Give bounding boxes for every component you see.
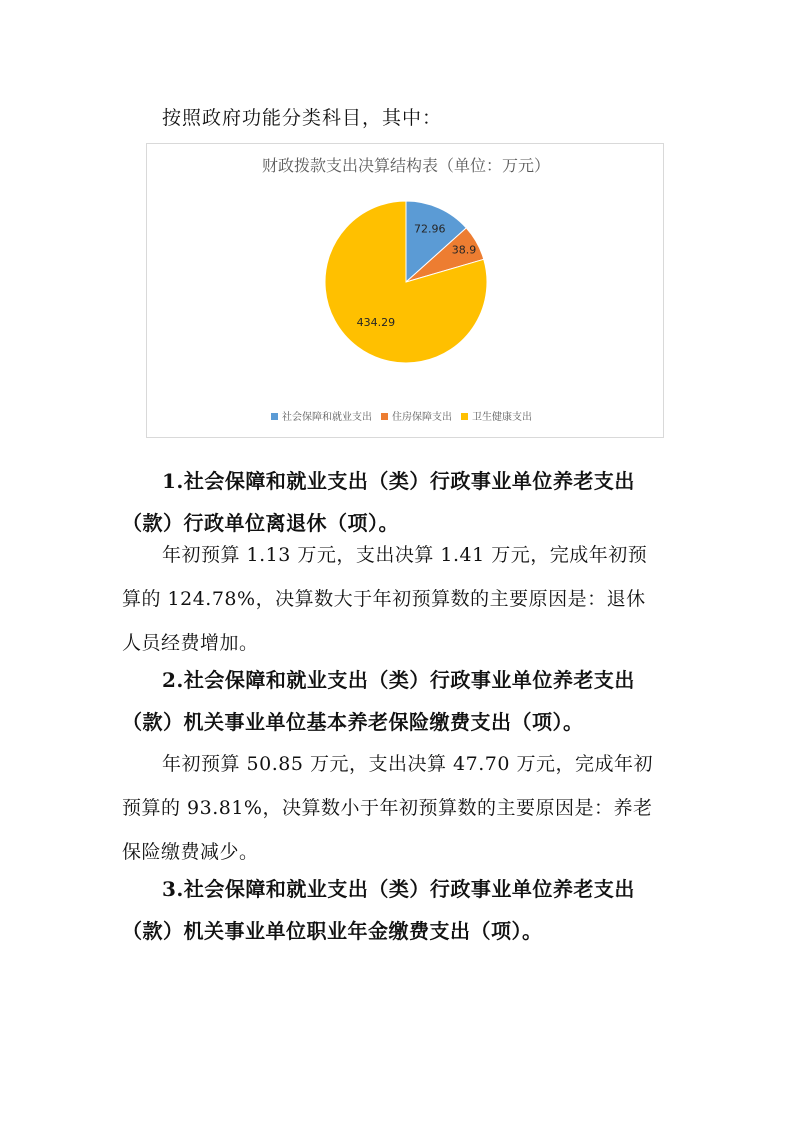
section-3-heading bbox=[122, 868, 682, 952]
pie-chart bbox=[146, 143, 664, 438]
legend-label-2: 住房保障支出 bbox=[392, 412, 452, 423]
legend-swatch-2 bbox=[381, 413, 388, 420]
section-3-heading-line-1: 3.社会保障和就业支出（类）行政事业单位养老支出 bbox=[162, 877, 635, 901]
pie-chart-svg bbox=[147, 144, 665, 439]
legend-swatch-3 bbox=[461, 413, 468, 420]
legend-label-3: 卫生健康支出 bbox=[472, 412, 532, 423]
chart-title: 财政拨款支出决算结构表（单位：万元） bbox=[261, 156, 551, 175]
section-3-heading-line-2: （款）机关事业单位职业年金缴费支出（项）。 bbox=[122, 919, 543, 943]
section-2-para-line-1: 年初预算 50.85 万元，支出决算 47.70 万元，完成年初 bbox=[162, 753, 653, 775]
section-1-heading-line-2: （款）行政单位离退休（项）。 bbox=[122, 511, 399, 535]
intro-text: 按照政府功能分类科目，其中： bbox=[162, 107, 443, 129]
pie-data-label-2: 38.9 bbox=[451, 243, 477, 257]
chart-legend bbox=[271, 410, 532, 423]
legend-swatch-1 bbox=[271, 413, 278, 420]
section-2-para-line-3: 保险缴费减少。 bbox=[122, 841, 259, 863]
pie-slices bbox=[325, 201, 487, 363]
section-2-heading bbox=[122, 659, 682, 743]
section-1-para-line-2: 算的 124.78%，决算数大于年初预算数的主要原因是：退休 bbox=[122, 588, 646, 610]
pie-data-label-3: 434.29 bbox=[356, 316, 396, 330]
legend-label-1: 社会保障和就业支出 bbox=[282, 412, 372, 423]
section-1-para-line-3: 人员经费增加。 bbox=[122, 632, 259, 654]
section-1-para-line-1: 年初预算 1.13 万元，支出决算 1.41 万元，完成年初预 bbox=[162, 544, 648, 566]
section-2-heading-line-1: 2.社会保障和就业支出（类）行政事业单位养老支出 bbox=[162, 668, 635, 692]
pie-data-label-1: 72.96 bbox=[414, 222, 446, 236]
section-1-paragraph bbox=[122, 533, 682, 665]
section-2-para-line-2: 预算的 93.81%，决算数小于年初预算数的主要原因是：养老 bbox=[122, 797, 653, 819]
section-1-heading-line-1: 1.社会保障和就业支出（类）行政事业单位养老支出 bbox=[162, 469, 635, 493]
section-1-heading bbox=[122, 460, 682, 544]
section-2-heading-line-2: （款）机关事业单位基本养老保险缴费支出（项）。 bbox=[122, 710, 584, 734]
section-2-paragraph bbox=[122, 742, 682, 874]
